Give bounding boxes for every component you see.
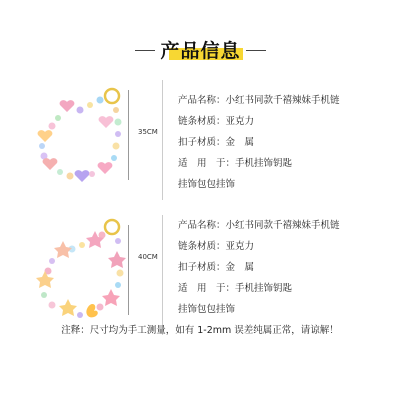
spec-row — [178, 90, 340, 111]
spec-value: 亚克力 — [225, 116, 255, 127]
spec-row — [178, 132, 340, 153]
vertical-divider — [162, 80, 163, 200]
product-card-2 — [0, 215, 400, 335]
vertical-divider — [162, 215, 163, 335]
page-title: 产品信息 — [160, 40, 241, 62]
spec-key: 适 用 于： — [178, 283, 236, 294]
clasp-ring — [105, 89, 119, 103]
section-header — [0, 30, 400, 70]
product-photo-bracelet-2 — [30, 215, 140, 335]
size-measure-line — [128, 90, 129, 180]
header-title-wrap — [155, 34, 246, 66]
product-photo-bracelet-1 — [30, 80, 140, 200]
spec-row — [178, 215, 340, 236]
spec-row — [178, 257, 340, 278]
spec-key: 适 用 于： — [178, 158, 236, 169]
header-divider-right — [246, 50, 266, 51]
size-measure-line — [128, 225, 129, 315]
spec-row — [178, 153, 340, 174]
spec-key: 扣子材质： — [178, 262, 226, 273]
spec-row — [178, 278, 340, 299]
footnote: 注释：尺寸均为手工测量，如有 1-2mm 误差纯属正常，请谅解！ — [61, 325, 339, 336]
size-label: 35CM — [138, 128, 158, 136]
spec-key: 链条材质： — [178, 116, 226, 127]
size-label: 40CM — [138, 253, 158, 261]
spec-value: 金 属 — [225, 137, 255, 148]
header-divider-left — [135, 50, 155, 51]
spec-value: 小红书同款千禧辣妹手机链 — [225, 95, 340, 106]
spec-value: 小红书同款千禧辣妹手机链 — [225, 220, 340, 231]
spec-key: 挂饰包包挂饰 — [178, 304, 236, 315]
spec-key: 产品名称： — [178, 95, 226, 106]
clasp-ring — [105, 220, 119, 234]
spec-row — [178, 174, 340, 195]
spec-key: 扣子材质： — [178, 137, 226, 148]
spec-value: 亚克力 — [225, 241, 255, 252]
bead-chain — [38, 97, 122, 183]
spec-list — [178, 90, 340, 195]
spec-value: 手机挂饰钥匙 — [235, 283, 293, 294]
spec-value: 手机挂饰钥匙 — [235, 158, 293, 169]
spec-list — [178, 215, 340, 320]
spec-key: 产品名称： — [178, 220, 226, 231]
spec-row — [178, 236, 340, 257]
bead-chain — [36, 231, 126, 318]
spec-key: 挂饰包包挂饰 — [178, 179, 236, 190]
spec-key: 链条材质： — [178, 241, 226, 252]
spec-value: 金 属 — [225, 262, 255, 273]
spec-row — [178, 111, 340, 132]
spec-row — [178, 299, 340, 320]
product-card-1 — [0, 80, 400, 200]
